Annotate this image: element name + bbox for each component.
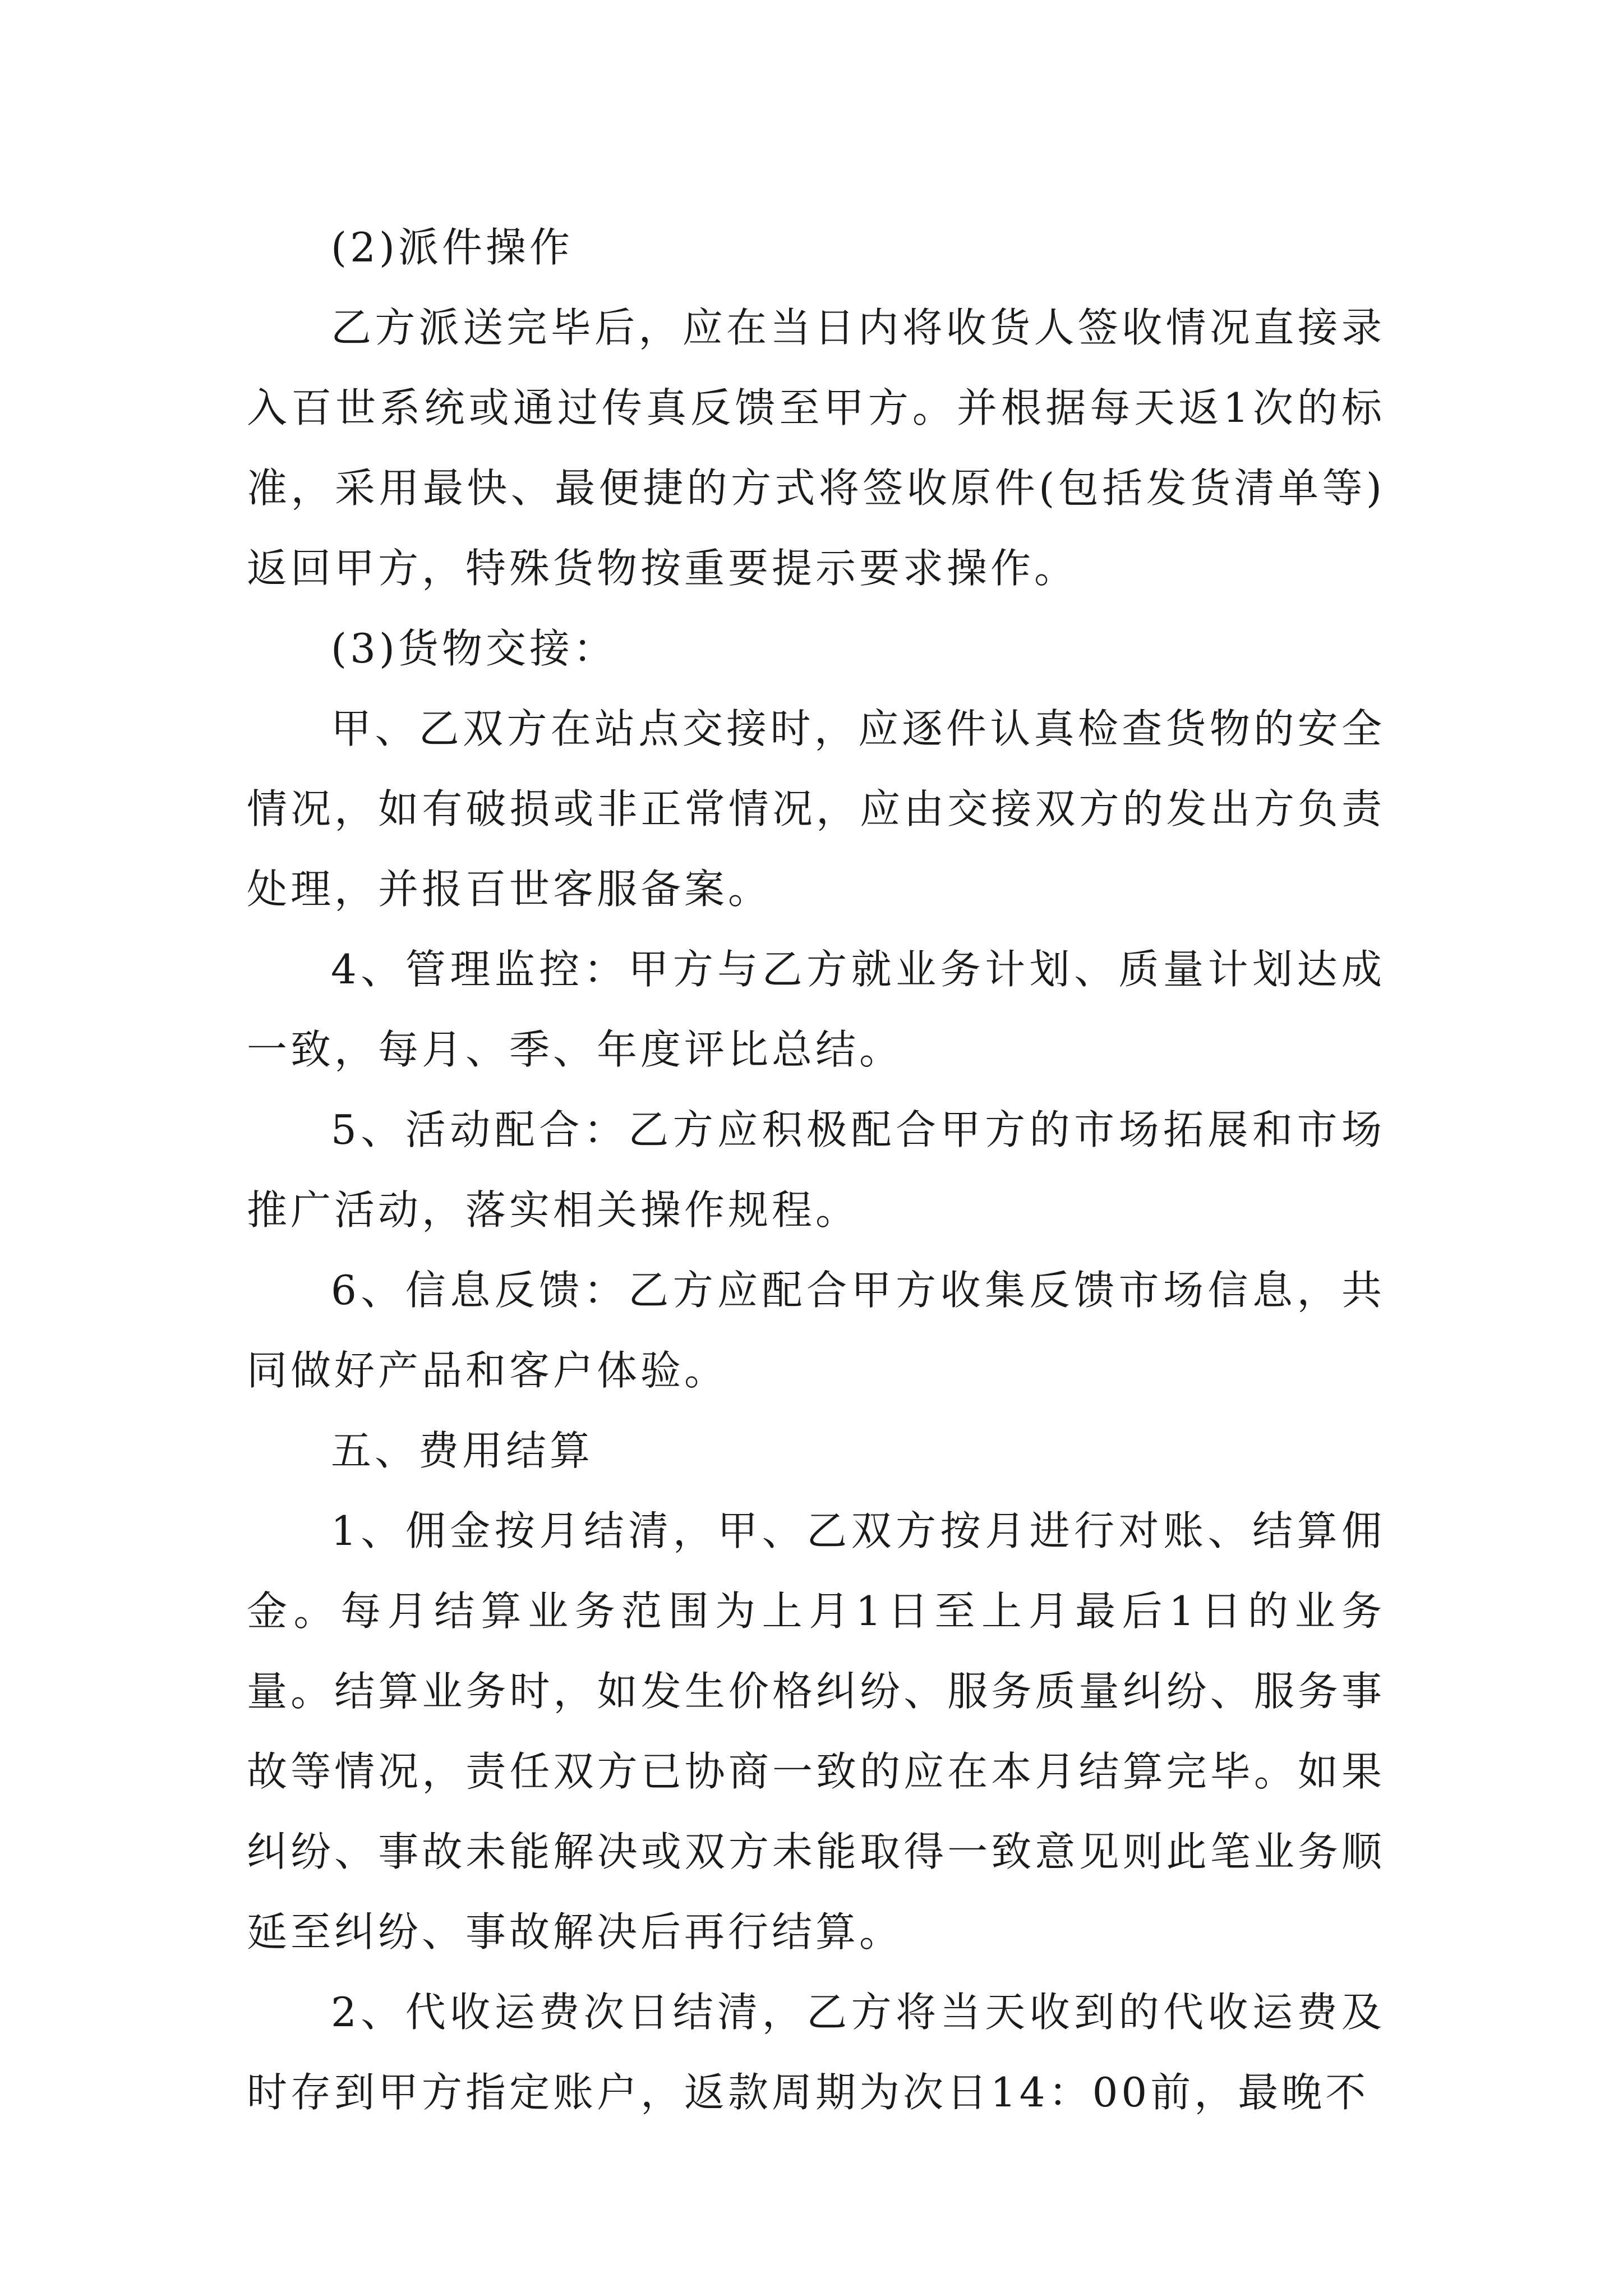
paragraph-freight-collection-settlement: 2、代收运费次日结清，乙方将当天收到的代收运费及时存到甲方指定账户，返款周期为次日14：00前，最晚不 [247,1989,1385,2116]
paragraph-activity-cooperation: 5、活动配合：乙方应积极配合甲方的市场拓展和市场推广活动，落实相关操作规程。 [247,1106,1385,1234]
subheading-dispatch-operation: (2)派件操作 [331,224,573,271]
paragraph-handover-details: 甲、乙双方在站点交接时，应逐件认真检查货物的安全情况，如有破损或非正常情况，应由交接双方的发出方负责处理，并报百世客服备案。 [247,705,1385,913]
section-heading-fee-settlement: 五、费用结算 [331,1427,594,1474]
paragraph-information-feedback: 6、信息反馈：乙方应配合甲方收集反馈市场信息，共同做好产品和客户体验。 [247,1267,1385,1394]
paragraph-dispatch-details: 乙方派送完毕后，应在当日内将收货人签收情况直接录入百世系统或通过传真反馈至甲方。并根据每天返1次的标准，采用最快、最便捷的方式将签收原件(包括发货清单等)返回甲方，特殊货物按重要提示要求操作。 [247,304,1385,592]
paragraph-management-monitoring: 4、管理监控：甲方与乙方就业务计划、质量计划达成一致，每月、季、年度评比总结。 [247,946,1385,1073]
subheading-goods-handover: (3)货物交接： [331,625,617,672]
document-body [247,208,1385,2133]
paragraph-commission-settlement: 1、佣金按月结清，甲、乙双方按月进行对账、结算佣金。每月结算业务范围为上月1日至上月最后1日的业务量。结算业务时，如发生价格纠纷、服务质量纠纷、服务事故等情况，责任双方已协商一致的应在本月结算完毕。如果纠纷、事故未能解决或双方未能取得一致意见则此笔业务顺延至纠纷、事故解决后再行结算。 [247,1507,1385,1955]
